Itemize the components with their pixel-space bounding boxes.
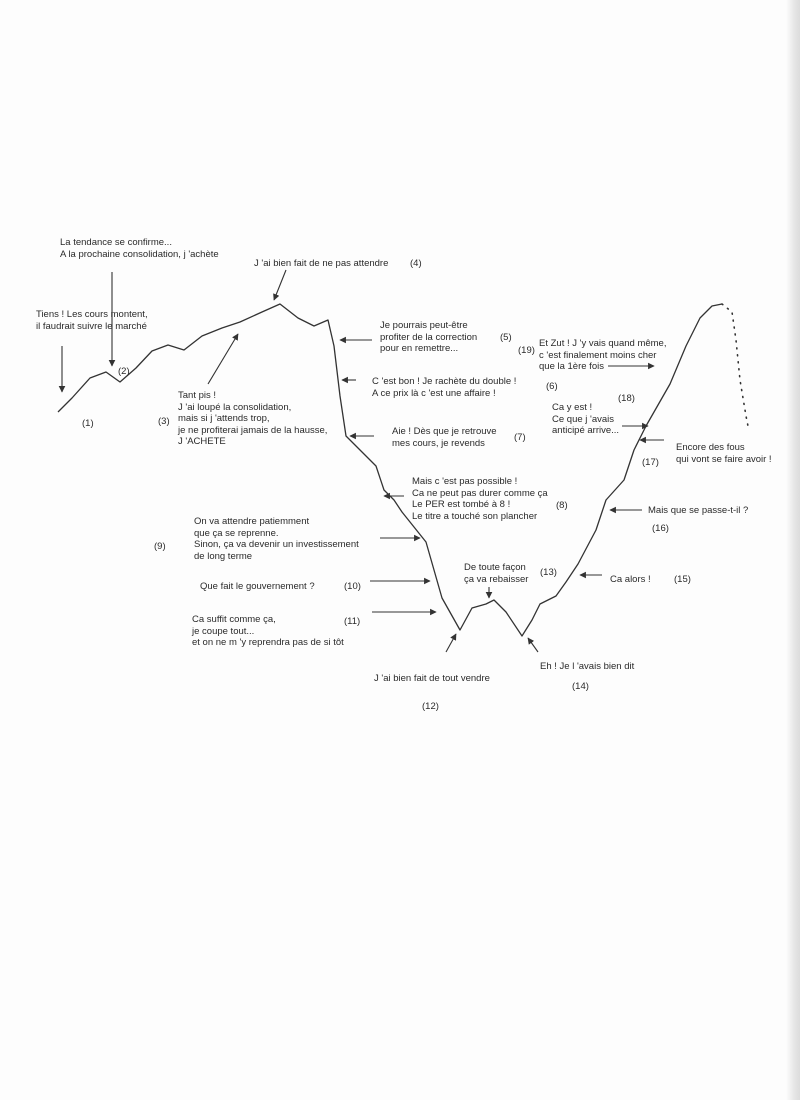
annotation-15-number: (15) (674, 574, 691, 585)
annotation-6-text: C 'est bon ! Je rachète du double ! A ce prix là c 'est une affaire ! (372, 376, 517, 399)
annotation-12-number: (12) (422, 701, 439, 712)
arrow-4 (274, 270, 286, 300)
annotation-17-text: Encore des fous qui vont se faire avoir ! (676, 442, 772, 465)
annotation-19-text: Et Zut ! J 'y vais quand même, c 'est finalement moins cher que la 1ère fois (539, 338, 667, 372)
annotation-6-number: (6) (546, 381, 558, 392)
annotation-4-number: (4) (410, 258, 422, 269)
annotation-7-text: Aie ! Dès que je retrouve mes cours, je revends (392, 426, 497, 449)
annotation-18-number: (18) (618, 393, 635, 404)
annotation-11-text: Ca suffit comme ça, je coupe tout... et on ne m 'y reprendra pas de si tôt (192, 614, 344, 648)
annotation-3-text: Tant pis ! J 'ai loupé la consolidation, mais si j 'attends trop, je ne profiterai jamais de la hausse, J 'ACHETE (178, 390, 328, 447)
annotation-16-number: (16) (652, 523, 669, 534)
annotation-8-text: Mais c 'est pas possible ! Ca ne peut pas durer comme ça Le PER est tombé à 8 ! Le titre a touché son plancher (412, 476, 548, 522)
annotation-2-text: La tendance se confirme... A la prochaine consolidation, j 'achète (60, 237, 219, 260)
annotation-18-text: Ca y est ! Ce que j 'avais anticipé arrive... (552, 402, 620, 436)
arrow-3 (208, 334, 238, 384)
annotation-13-text: De toute façon ça va rebaisser (464, 562, 529, 585)
annotation-8-number: (8) (556, 500, 568, 511)
annotation-1-text: Tiens ! Les cours montent, il faudrait suivre le marché (36, 309, 148, 332)
annotation-1-number: (1) (82, 418, 94, 429)
annotation-10-number: (10) (344, 581, 361, 592)
annotation-16-text: Mais que se passe-t-il ? (648, 505, 749, 516)
annotation-13-number: (13) (540, 567, 557, 578)
projection-dotted-line (722, 304, 748, 426)
annotation-9-number: (9) (154, 541, 166, 552)
annotation-5-text: Je pourrais peut-être profiter de la correction pour en remettre... (380, 320, 478, 354)
annotation-19-number: (19) (518, 345, 535, 356)
annotation-7-number: (7) (514, 432, 526, 443)
arrow-12 (446, 634, 456, 652)
annotation-9-text: On va attendre patiemment que ça se reprenne. Sinon, ça va devenir un investissement de long terme (194, 516, 359, 562)
annotation-14-number: (14) (572, 681, 589, 692)
annotation-14-text: Eh ! Je l 'avais bien dit (540, 661, 635, 672)
annotation-12-text: J 'ai bien fait de tout vendre (374, 673, 490, 684)
annotation-15-text: Ca alors ! (610, 574, 651, 585)
annotation-5-number: (5) (500, 332, 512, 343)
annotation-11-number: (11) (344, 616, 361, 627)
annotation-3-number: (3) (158, 416, 170, 427)
annotation-2-number: (2) (118, 366, 130, 377)
annotation-10-text: Que fait le gouvernement ? (200, 581, 315, 592)
annotation-4-text: J 'ai bien fait de ne pas attendre (254, 258, 389, 269)
arrow-14 (528, 638, 538, 652)
annotation-17-number: (17) (642, 457, 659, 468)
